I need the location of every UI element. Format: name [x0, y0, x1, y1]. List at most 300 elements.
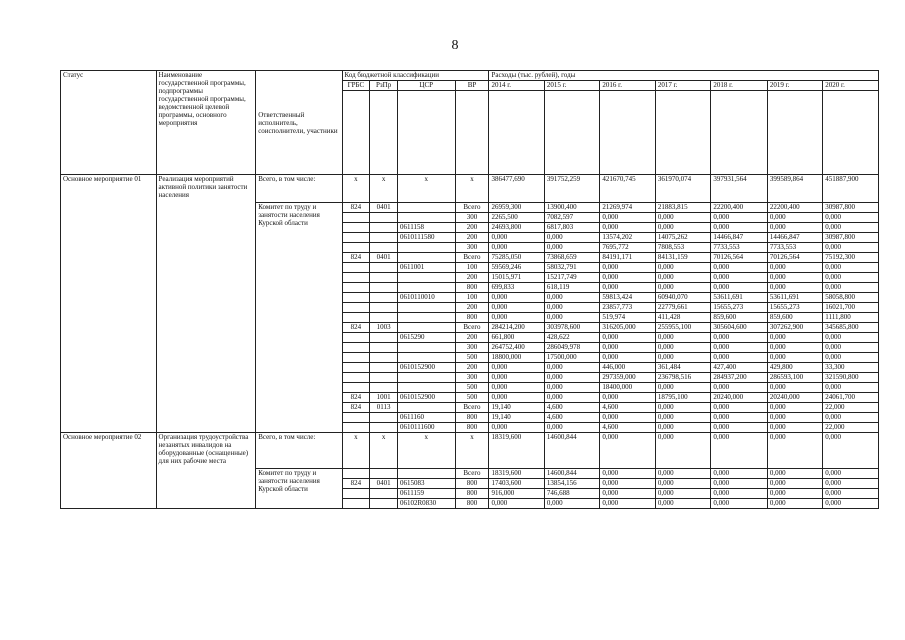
value-cell: 15655,273 [711, 303, 768, 313]
header-name: Наименование государственной программы, подпрограммы государственной программы, ведомственной целевой программы, основного мероприятия [156, 71, 256, 175]
value-cell: 0,000 [823, 353, 879, 363]
value-cell: 20240,000 [711, 393, 768, 403]
value-cell: 13854,156 [544, 479, 599, 489]
value-cell: 17500,000 [544, 353, 599, 363]
csr-cell [397, 383, 455, 393]
value-cell: 0,000 [600, 263, 655, 273]
value-cell: 0,000 [600, 469, 655, 479]
total-label: Всего, в том числе: [256, 175, 342, 203]
value-cell: 286593,100 [767, 373, 822, 383]
rzpr-cell: 0113 [370, 403, 398, 413]
value-cell: 7733,553 [767, 243, 822, 253]
table-body [61, 71, 879, 509]
value-cell: 0,000 [823, 223, 879, 233]
total-value: 397931,564 [711, 175, 768, 203]
rzpr-cell [370, 353, 398, 363]
total-value: 0,000 [655, 433, 710, 469]
x-mark: х [397, 175, 455, 203]
value-cell: 0,000 [489, 383, 544, 393]
value-cell: 0,000 [489, 303, 544, 313]
x-mark: х [455, 433, 489, 469]
csr-cell: 0610152900 [397, 393, 455, 403]
value-cell: 7808,553 [655, 243, 710, 253]
value-cell: 0,000 [711, 353, 768, 363]
header-vr: ВР [455, 81, 489, 91]
table-row [61, 175, 879, 203]
vr-cell: 200 [455, 303, 489, 313]
x-mark: х [342, 175, 370, 203]
rzpr-cell [370, 263, 398, 273]
value-cell: 0,000 [767, 343, 822, 353]
value-cell: 19,140 [489, 413, 544, 423]
value-cell: 0,000 [655, 469, 710, 479]
grbs-cell [342, 293, 370, 303]
vr-cell: 100 [455, 293, 489, 303]
value-cell: 13900,400 [544, 203, 599, 213]
value-cell: 236798,516 [655, 373, 710, 383]
header-year: 2019 г. [767, 81, 822, 91]
header-status: Статус [61, 71, 157, 175]
value-cell: 1111,800 [823, 313, 879, 323]
value-cell: 0,000 [711, 499, 768, 509]
grbs-cell [342, 373, 370, 383]
value-cell: 4,600 [600, 423, 655, 433]
vr-cell: 800 [455, 413, 489, 423]
vr-cell: 300 [455, 343, 489, 353]
value-cell: 24693,800 [489, 223, 544, 233]
grbs-cell [342, 273, 370, 283]
vr-cell: 800 [455, 283, 489, 293]
grbs-cell: 824 [342, 203, 370, 213]
rzpr-cell [370, 233, 398, 243]
vr-cell: Всего [455, 323, 489, 333]
value-cell: 0,000 [823, 273, 879, 283]
vr-cell: 100 [455, 263, 489, 273]
header-csr: ЦСР [397, 81, 455, 91]
header-year: 2015 г. [544, 81, 599, 91]
value-cell: 0,000 [544, 363, 599, 373]
value-cell: 316205,000 [600, 323, 655, 333]
vr-cell: 500 [455, 353, 489, 363]
status-cell: Основное мероприятие 02 [61, 433, 157, 509]
vr-cell: 500 [455, 393, 489, 403]
value-cell: 0,000 [711, 403, 768, 413]
value-cell: 411,428 [655, 313, 710, 323]
value-cell: 0,000 [767, 423, 822, 433]
value-cell: 0,000 [655, 263, 710, 273]
value-cell: 0,000 [711, 413, 768, 423]
value-cell: 305604,600 [711, 323, 768, 333]
value-cell: 75285,050 [489, 253, 544, 263]
grbs-cell [342, 499, 370, 509]
value-cell: 0,000 [767, 469, 822, 479]
value-cell: 7695,772 [600, 243, 655, 253]
value-cell: 746,688 [544, 489, 599, 499]
value-cell: 0,000 [600, 393, 655, 403]
grbs-cell: 824 [342, 393, 370, 403]
header-executor: Ответственный исполнитель, соисполнители, участники [256, 71, 342, 175]
value-cell: 84191,171 [600, 253, 655, 263]
value-cell: 6817,803 [544, 223, 599, 233]
vr-cell: Всего [455, 203, 489, 213]
rzpr-cell [370, 413, 398, 423]
value-cell: 0,000 [489, 243, 544, 253]
rzpr-cell [370, 333, 398, 343]
rzpr-cell [370, 293, 398, 303]
name-cell: Реализация мероприятий активной политики занятости населения [156, 175, 256, 433]
value-cell: 0,000 [711, 213, 768, 223]
value-cell: 0,000 [655, 223, 710, 233]
value-cell: 0,000 [489, 423, 544, 433]
grbs-cell [342, 489, 370, 499]
header-year: 2020 г. [823, 81, 879, 91]
header-year: 2017 г. [655, 81, 710, 91]
value-cell: 0,000 [711, 383, 768, 393]
grbs-cell [342, 243, 370, 253]
value-cell: 19,140 [489, 403, 544, 413]
executor-cell: Комитет по труду и занятости населения Курской области [256, 203, 342, 433]
grbs-cell: 824 [342, 403, 370, 413]
name-cell: Организация трудоустройства незанятых инвалидов на оборудованные (оснащенные) для них рабочие места [156, 433, 256, 509]
table-row [61, 433, 879, 469]
rzpr-cell [370, 313, 398, 323]
value-cell: 24061,700 [823, 393, 879, 403]
value-cell: 22,000 [823, 403, 879, 413]
rzpr-cell [370, 243, 398, 253]
value-cell: 60940,070 [655, 293, 710, 303]
vr-cell: Всего [455, 253, 489, 263]
value-cell: 58058,800 [823, 293, 879, 303]
value-cell: 0,000 [767, 413, 822, 423]
value-cell: 0,000 [655, 413, 710, 423]
csr-cell [397, 373, 455, 383]
grbs-cell [342, 313, 370, 323]
vr-cell: 800 [455, 313, 489, 323]
value-cell: 22200,400 [711, 203, 768, 213]
value-cell: 7733,553 [711, 243, 768, 253]
value-cell: 73868,659 [544, 253, 599, 263]
value-cell: 4,600 [544, 403, 599, 413]
value-cell: 0,000 [600, 213, 655, 223]
csr-cell: 0615083 [397, 479, 455, 489]
value-cell: 18319,600 [489, 469, 544, 479]
value-cell: 0,000 [767, 223, 822, 233]
grbs-cell: 824 [342, 253, 370, 263]
value-cell: 0,000 [767, 403, 822, 413]
value-cell: 14600,844 [544, 469, 599, 479]
header-expenses: Расходы (тыс. рублей), годы [489, 71, 879, 81]
csr-cell [397, 469, 455, 479]
rzpr-cell [370, 213, 398, 223]
rzpr-cell [370, 499, 398, 509]
csr-cell: 0611160 [397, 413, 455, 423]
grbs-cell [342, 413, 370, 423]
rzpr-cell [370, 273, 398, 283]
x-mark: х [370, 433, 398, 469]
value-cell: 0,000 [823, 469, 879, 479]
total-value: 391752,259 [544, 175, 599, 203]
value-cell: 0,000 [823, 213, 879, 223]
value-cell: 0,000 [655, 499, 710, 509]
value-cell: 345685,800 [823, 323, 879, 333]
value-cell: 13574,202 [600, 233, 655, 243]
value-cell: 0,000 [544, 243, 599, 253]
total-value: 361970,074 [655, 175, 710, 203]
value-cell: 0,000 [711, 343, 768, 353]
csr-cell: 0615290 [397, 333, 455, 343]
rzpr-cell: 0401 [370, 203, 398, 213]
grbs-cell [342, 283, 370, 293]
value-cell: 0,000 [711, 469, 768, 479]
csr-cell [397, 313, 455, 323]
value-cell: 70126,564 [711, 253, 768, 263]
value-cell: 0,000 [544, 313, 599, 323]
csr-cell [397, 253, 455, 263]
rzpr-cell [370, 343, 398, 353]
value-cell: 2265,500 [489, 213, 544, 223]
total-value: 0,000 [823, 433, 879, 469]
grbs-cell [342, 223, 370, 233]
rzpr-cell: 0401 [370, 253, 398, 263]
vr-cell: 800 [455, 489, 489, 499]
grbs-cell [342, 423, 370, 433]
value-cell: 321590,800 [823, 373, 879, 383]
value-cell: 0,000 [711, 479, 768, 489]
value-cell: 0,000 [767, 263, 822, 273]
value-cell: 7082,597 [544, 213, 599, 223]
value-cell: 0,000 [655, 423, 710, 433]
rzpr-cell [370, 489, 398, 499]
grbs-cell [342, 383, 370, 393]
value-cell: 26959,300 [489, 203, 544, 213]
executor-cell: Комитет по труду и занятости населения Курской области [256, 469, 342, 509]
value-cell: 0,000 [711, 223, 768, 233]
total-value: 0,000 [711, 433, 768, 469]
value-cell: 0,000 [600, 273, 655, 283]
header-rzpr: РзПр [370, 81, 398, 91]
value-cell: 0,000 [655, 343, 710, 353]
value-cell: 0,000 [823, 333, 879, 343]
csr-cell: 0611159 [397, 489, 455, 499]
value-cell: 0,000 [600, 343, 655, 353]
value-cell: 17403,600 [489, 479, 544, 489]
rzpr-cell [370, 383, 398, 393]
value-cell: 22779,661 [655, 303, 710, 313]
vr-cell: 800 [455, 479, 489, 489]
grbs-cell [342, 353, 370, 363]
value-cell: 0,000 [823, 383, 879, 393]
value-cell: 0,000 [655, 403, 710, 413]
value-cell: 0,000 [823, 283, 879, 293]
value-cell: 0,000 [823, 413, 879, 423]
value-cell: 18795,100 [655, 393, 710, 403]
value-cell: 4,600 [544, 413, 599, 423]
value-cell: 0,000 [655, 489, 710, 499]
budget-sheet [60, 70, 879, 509]
value-cell: 0,000 [767, 353, 822, 363]
total-value: 421670,745 [600, 175, 655, 203]
value-cell: 0,000 [823, 243, 879, 253]
total-label: Всего, в том числе: [256, 433, 342, 469]
value-cell: 0,000 [600, 499, 655, 509]
value-cell: 0,000 [823, 479, 879, 489]
value-cell: 21883,815 [655, 203, 710, 213]
grbs-cell: 824 [342, 323, 370, 333]
value-cell: 0,000 [544, 423, 599, 433]
csr-cell [397, 353, 455, 363]
rzpr-cell: 0401 [370, 479, 398, 489]
vr-cell: 200 [455, 273, 489, 283]
csr-cell [397, 403, 455, 413]
value-cell: 0,000 [711, 273, 768, 283]
value-cell: 14466,847 [767, 233, 822, 243]
csr-cell: 0611001 [397, 263, 455, 273]
value-cell: 0,000 [823, 343, 879, 353]
value-cell: 30987,800 [823, 203, 879, 213]
vr-cell: 300 [455, 243, 489, 253]
value-cell: 0,000 [600, 479, 655, 489]
value-cell: 0,000 [489, 233, 544, 243]
value-cell: 0,000 [767, 283, 822, 293]
value-cell: 20240,000 [767, 393, 822, 403]
value-cell: 0,000 [489, 373, 544, 383]
value-cell: 15655,273 [767, 303, 822, 313]
value-cell: 916,000 [489, 489, 544, 499]
rzpr-cell [370, 283, 398, 293]
value-cell: 0,000 [655, 353, 710, 363]
value-cell: 297359,000 [600, 373, 655, 383]
value-cell: 0,000 [767, 333, 822, 343]
value-cell: 264752,400 [489, 343, 544, 353]
csr-cell: 0611158 [397, 223, 455, 233]
total-value: 399589,864 [767, 175, 822, 203]
value-cell: 4,600 [600, 403, 655, 413]
value-cell: 59813,424 [600, 293, 655, 303]
value-cell: 23857,773 [600, 303, 655, 313]
value-cell: 75192,300 [823, 253, 879, 263]
value-cell: 0,000 [544, 303, 599, 313]
vr-cell: 300 [455, 213, 489, 223]
grbs-cell [342, 233, 370, 243]
value-cell: 18800,000 [489, 353, 544, 363]
value-cell: 303978,600 [544, 323, 599, 333]
csr-cell [397, 323, 455, 333]
grbs-cell [342, 469, 370, 479]
header-budget-code: Код бюджетной классификации [342, 71, 489, 81]
value-cell: 0,000 [655, 213, 710, 223]
value-cell: 0,000 [767, 489, 822, 499]
csr-cell [397, 213, 455, 223]
value-cell: 0,000 [489, 363, 544, 373]
value-cell: 58032,791 [544, 263, 599, 273]
csr-cell: 0610152900 [397, 363, 455, 373]
vr-cell: 200 [455, 223, 489, 233]
value-cell: 14075,262 [655, 233, 710, 243]
header-year: 2016 г. [600, 81, 655, 91]
value-cell: 0,000 [823, 489, 879, 499]
csr-cell: 0610111580 [397, 233, 455, 243]
csr-cell [397, 273, 455, 283]
grbs-cell [342, 343, 370, 353]
grbs-cell: 824 [342, 479, 370, 489]
vr-cell: 800 [455, 423, 489, 433]
vr-cell: 500 [455, 383, 489, 393]
value-cell: 618,119 [544, 283, 599, 293]
value-cell: 0,000 [600, 353, 655, 363]
total-value: 18319,600 [489, 433, 544, 469]
value-cell: 0,000 [655, 283, 710, 293]
value-cell: 0,000 [711, 489, 768, 499]
value-cell: 16021,700 [823, 303, 879, 313]
rzpr-cell [370, 373, 398, 383]
vr-cell: Всего [455, 403, 489, 413]
total-value: 14600,844 [544, 433, 599, 469]
value-cell: 0,000 [489, 393, 544, 403]
value-cell: 0,000 [767, 383, 822, 393]
value-cell: 0,000 [600, 283, 655, 293]
value-cell: 307262,900 [767, 323, 822, 333]
csr-cell: 06102R0830 [397, 499, 455, 509]
value-cell: 18400,000 [600, 383, 655, 393]
vr-cell: Всего [455, 469, 489, 479]
rzpr-cell: 1001 [370, 393, 398, 403]
value-cell: 361,484 [655, 363, 710, 373]
value-cell: 428,622 [544, 333, 599, 343]
rzpr-cell [370, 469, 398, 479]
value-cell: 0,000 [711, 333, 768, 343]
header-grbs: ГРБС [342, 81, 370, 91]
csr-cell [397, 203, 455, 213]
value-cell: 0,000 [655, 273, 710, 283]
value-cell: 446,000 [600, 363, 655, 373]
value-cell: 0,000 [767, 273, 822, 283]
value-cell: 429,800 [767, 363, 822, 373]
header-year: 2014 г. [489, 81, 544, 91]
x-mark: х [370, 175, 398, 203]
csr-cell [397, 283, 455, 293]
value-cell: 284214,200 [489, 323, 544, 333]
value-cell: 14466,847 [711, 233, 768, 243]
total-value: 451887,900 [823, 175, 879, 203]
value-cell: 0,000 [544, 373, 599, 383]
value-cell: 15015,971 [489, 273, 544, 283]
value-cell: 0,000 [655, 333, 710, 343]
value-cell: 0,000 [544, 383, 599, 393]
value-cell: 22,000 [823, 423, 879, 433]
value-cell: 0,000 [600, 223, 655, 233]
csr-cell [397, 243, 455, 253]
vr-cell: 200 [455, 233, 489, 243]
csr-cell: 0610111600 [397, 423, 455, 433]
csr-cell: 0610110010 [397, 293, 455, 303]
value-cell: 0,000 [711, 263, 768, 273]
value-cell: 0,000 [544, 499, 599, 509]
total-value: 0,000 [600, 433, 655, 469]
value-cell: 0,000 [544, 233, 599, 243]
value-cell: 0,000 [711, 283, 768, 293]
grbs-cell [342, 303, 370, 313]
value-cell: 284937,200 [711, 373, 768, 383]
value-cell: 0,000 [489, 313, 544, 323]
csr-cell [397, 303, 455, 313]
value-cell: 519,974 [600, 313, 655, 323]
rzpr-cell [370, 423, 398, 433]
value-cell: 859,600 [767, 313, 822, 323]
x-mark: х [397, 433, 455, 469]
vr-cell: 300 [455, 373, 489, 383]
vr-cell: 200 [455, 333, 489, 343]
value-cell: 84131,159 [655, 253, 710, 263]
